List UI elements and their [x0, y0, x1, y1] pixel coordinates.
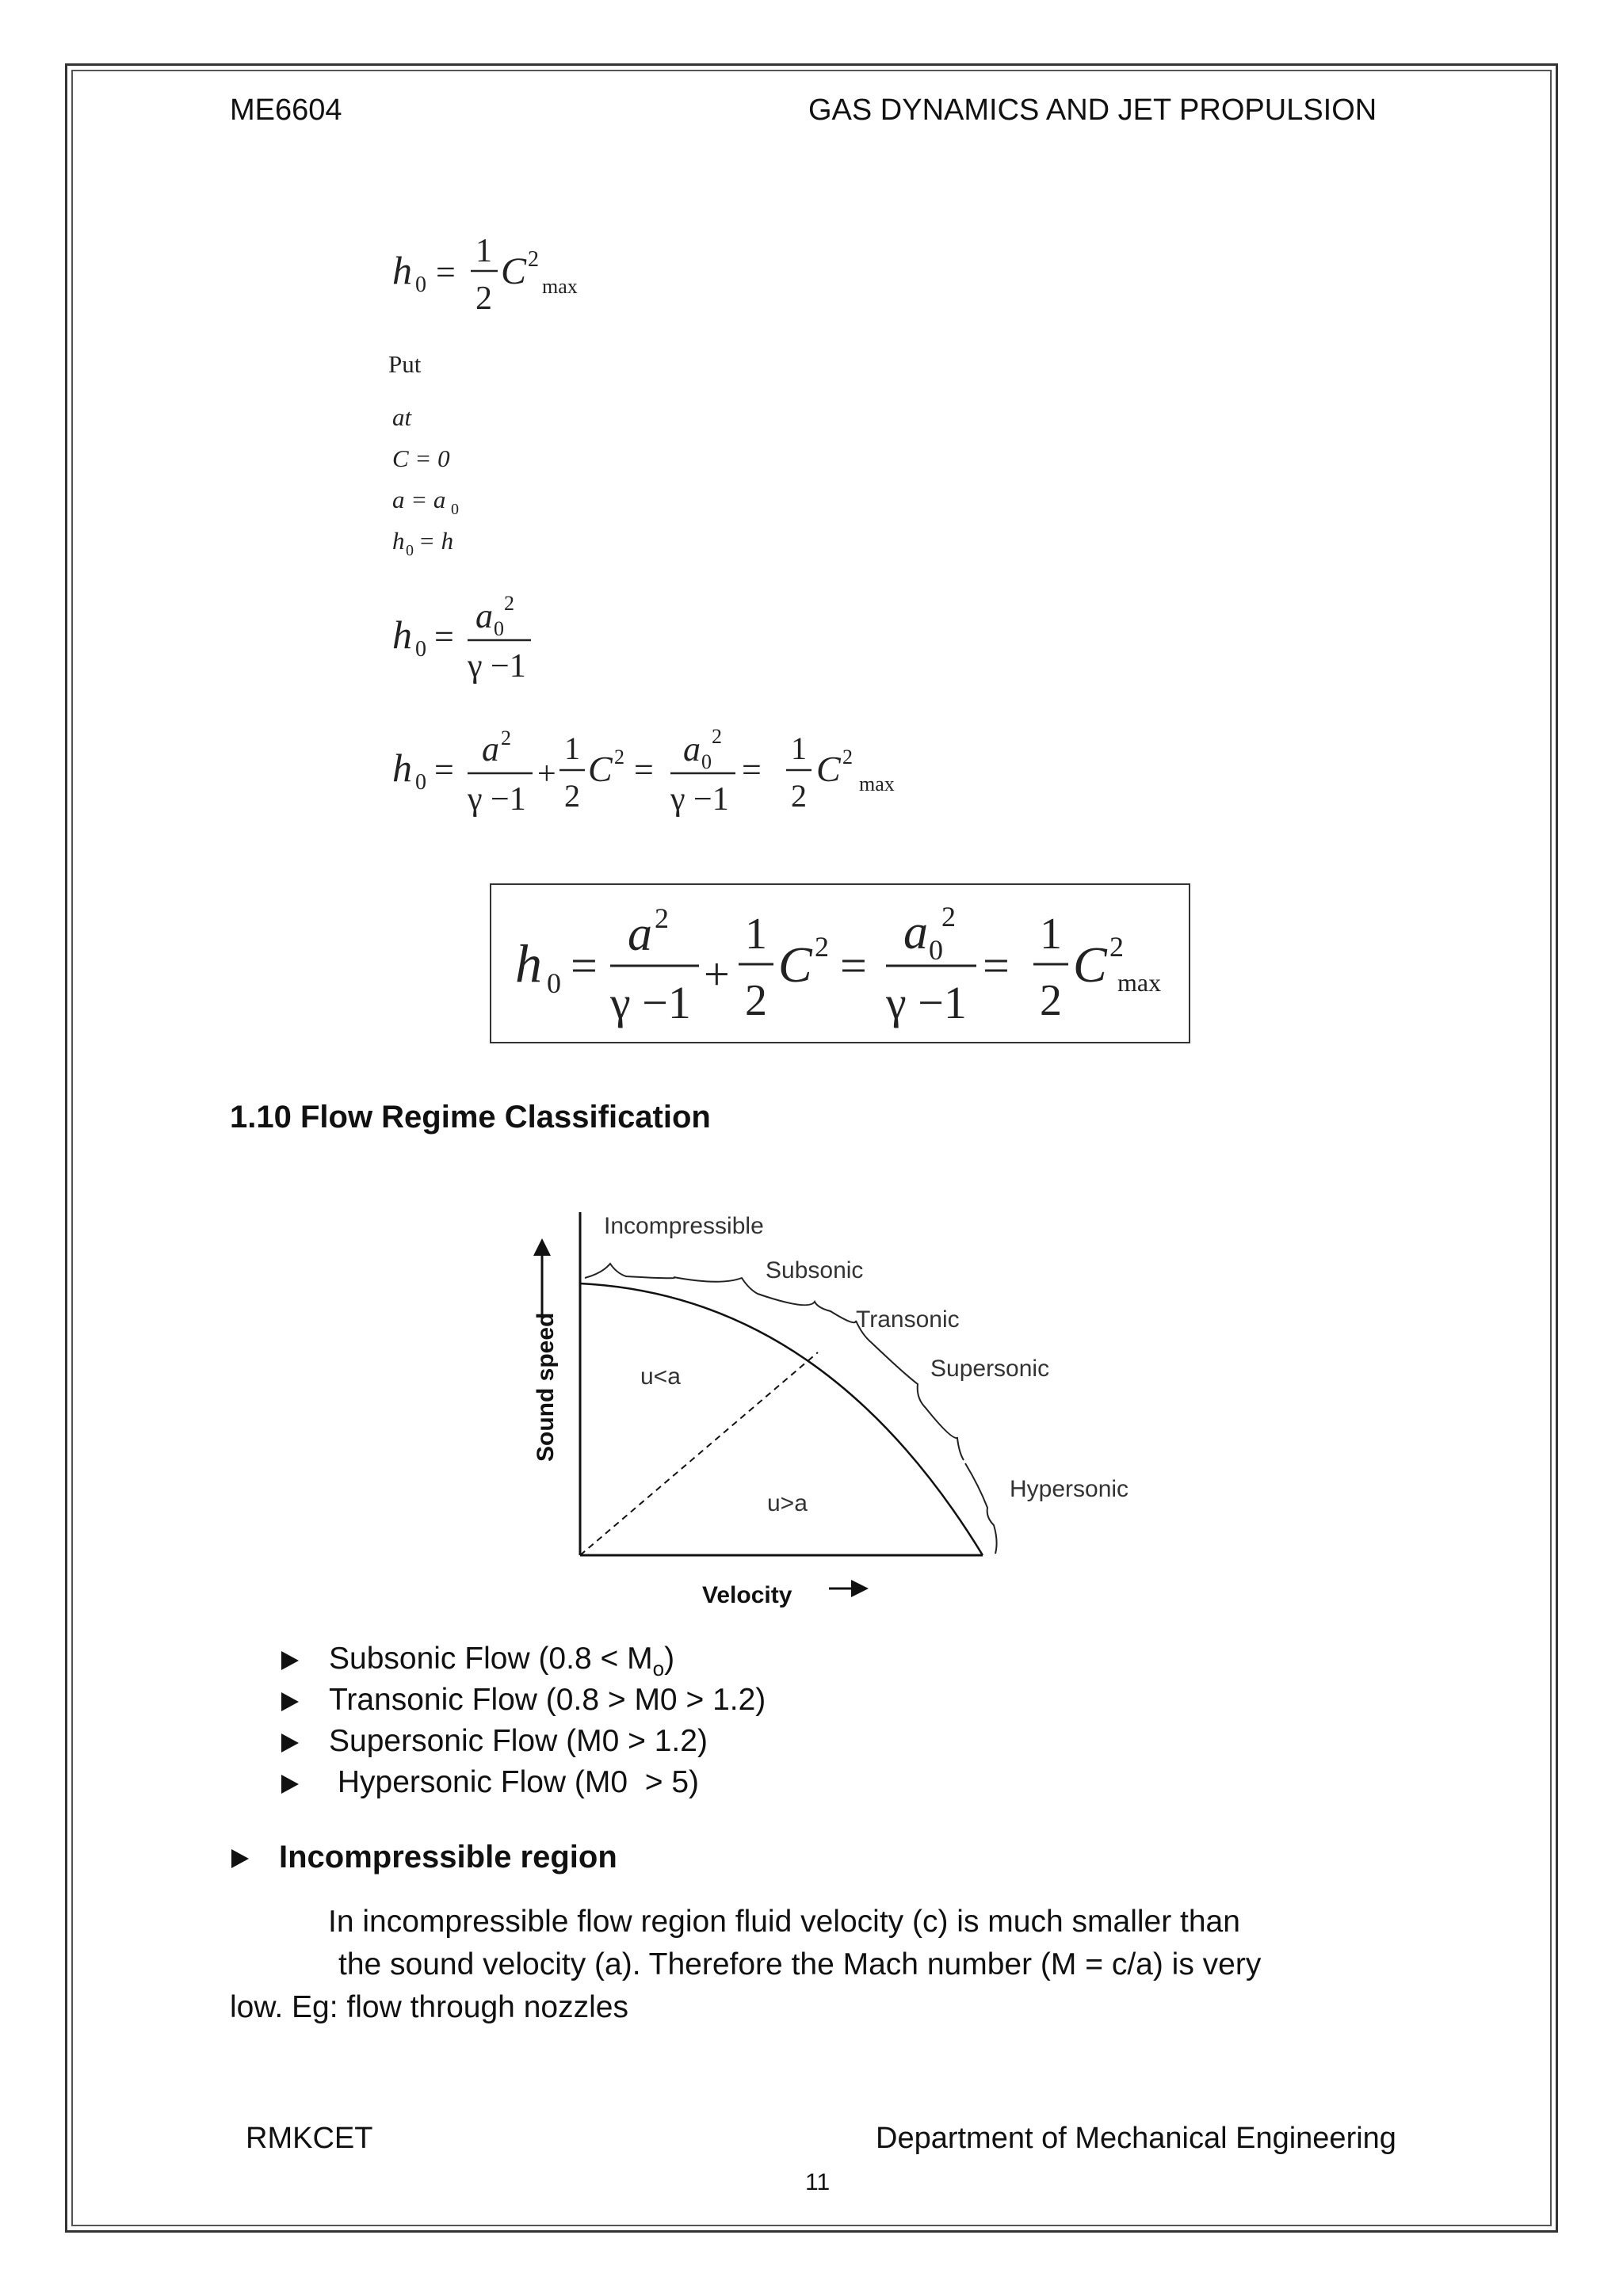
- svg-text:0: 0: [415, 770, 426, 795]
- label-u-less-a: u<a: [640, 1363, 681, 1390]
- x-axis-label: Velocity: [702, 1582, 792, 1608]
- svg-text:a: a: [482, 730, 499, 769]
- svg-text:2: 2: [528, 247, 539, 272]
- svg-text:2: 2: [1109, 931, 1124, 963]
- brace-curve: [585, 1264, 964, 1460]
- label-incompressible: Incompressible: [604, 1213, 764, 1239]
- bullet-arrow-icon: [281, 1692, 299, 1711]
- svg-text:0: 0: [929, 934, 943, 966]
- svg-text:2: 2: [614, 746, 624, 769]
- svg-text:2: 2: [504, 592, 514, 615]
- put-label: Put: [388, 350, 422, 378]
- svg-text:a: a: [475, 597, 493, 635]
- svg-text:2: 2: [791, 778, 807, 814]
- bullet-subsonic: Subsonic Flow $(0.8 < M_o)$: [281, 1642, 674, 1681]
- equation-h0-a0sq: [388, 586, 563, 689]
- y-axis-label: Sound speed: [533, 1312, 559, 1462]
- svg-text:=: =: [634, 750, 654, 789]
- boundary-conditions: [388, 400, 547, 559]
- bullet-transonic: Transonic Flow (0.8 > M0 > 1.2): [281, 1683, 766, 1718]
- svg-text:max: max: [1117, 968, 1162, 997]
- bullet-arrow-icon: [231, 1849, 249, 1868]
- svg-text:γ −1: γ −1: [468, 648, 526, 685]
- svg-text:2: 2: [1040, 976, 1062, 1025]
- footer-institution: RMKCET: [246, 2122, 373, 2155]
- svg-text:max: max: [859, 772, 895, 795]
- svg-text:1: 1: [564, 730, 580, 766]
- y-arrow-head: [533, 1238, 551, 1256]
- svg-text:+: +: [537, 756, 556, 792]
- svg-text:=: =: [571, 940, 598, 992]
- bullet-arrow-icon: [281, 1733, 299, 1753]
- bullet-supersonic: Supersonic Flow (M0 > 1.2): [281, 1724, 708, 1759]
- section-heading: 1.10 Flow Regime Classification: [230, 1100, 711, 1135]
- svg-text:C: C: [1073, 936, 1107, 993]
- svg-text:γ −1: γ −1: [610, 977, 691, 1028]
- label-subsonic: Subsonic: [766, 1257, 864, 1283]
- bullet-arrow-icon: [281, 1651, 299, 1670]
- x-arrow-head: [851, 1580, 869, 1597]
- header-course-code: ME6604: [230, 93, 342, 127]
- svg-text:0: 0: [406, 542, 414, 559]
- svg-text:2: 2: [564, 778, 580, 814]
- svg-text:2: 2: [655, 902, 669, 934]
- label-hypersonic: Hypersonic: [1010, 1476, 1129, 1502]
- svg-text:2: 2: [475, 280, 492, 317]
- svg-text:0: 0: [701, 750, 712, 773]
- condition-a-a0: a = a: [392, 486, 446, 513]
- svg-text:h: h: [515, 933, 542, 994]
- svg-text:1: 1: [791, 730, 807, 766]
- condition-at: at: [392, 403, 412, 431]
- svg-text:0: 0: [547, 967, 561, 999]
- svg-text:h: h: [392, 746, 412, 790]
- paragraph-line-2: the sound velocity (a). Therefore the Mach number (M = c/a) is very: [338, 1947, 1262, 1981]
- footer-department: Department of Mechanical Engineering: [876, 2122, 1396, 2155]
- header-course-title: GAS DYNAMICS AND JET PROPULSION: [808, 93, 1377, 127]
- svg-text:a: a: [683, 730, 701, 769]
- svg-text:+: +: [704, 948, 730, 1000]
- svg-text:1: 1: [475, 233, 492, 269]
- flow-regime-diagram: [523, 1200, 1173, 1612]
- svg-text:=: =: [434, 617, 454, 656]
- equation-h0-full: [388, 721, 927, 824]
- svg-text:=: =: [742, 750, 762, 789]
- svg-text:0: 0: [415, 637, 426, 662]
- svg-text:max: max: [542, 275, 578, 298]
- condition-c-zero: C = 0: [392, 444, 450, 472]
- svg-text:a: a: [628, 907, 652, 961]
- svg-text:2: 2: [842, 746, 853, 769]
- svg-text:=: =: [436, 253, 456, 292]
- svg-text:γ −1: γ −1: [886, 977, 967, 1028]
- sonic-diagonal: [580, 1352, 818, 1555]
- hypersonic-brace: [965, 1463, 997, 1554]
- svg-text:2: 2: [941, 901, 956, 933]
- svg-text:h: h: [392, 527, 405, 555]
- svg-text:h: h: [392, 248, 412, 292]
- condition-h0-h: = h: [418, 527, 454, 555]
- equation-h0-half-cmax: [388, 230, 610, 325]
- svg-text:C: C: [501, 250, 527, 292]
- svg-text:h: h: [392, 612, 412, 657]
- svg-text:2: 2: [815, 931, 829, 963]
- boxed-equation: [490, 883, 1190, 1043]
- svg-text:γ −1: γ −1: [670, 781, 729, 818]
- label-supersonic: Supersonic: [930, 1356, 1050, 1382]
- label-u-greater-a: u>a: [767, 1490, 808, 1516]
- svg-text:C: C: [588, 749, 613, 789]
- bullet-hypersonic: Hypersonic Flow (M0 > 5): [281, 1765, 699, 1800]
- paragraph-line-1: In incompressible flow region fluid velocity (c) is much smaller than: [328, 1905, 1240, 1939]
- svg-text:2: 2: [745, 976, 767, 1025]
- svg-text:2: 2: [712, 725, 722, 748]
- bullet-arrow-icon: [281, 1775, 299, 1794]
- paragraph-line-3: low. Eg: flow through nozzles: [230, 1990, 628, 2024]
- svg-text:1: 1: [745, 910, 767, 959]
- svg-text:2: 2: [501, 727, 511, 749]
- condition-a0-sub: 0: [451, 501, 459, 518]
- svg-text:=: =: [434, 750, 454, 789]
- svg-text:=: =: [983, 940, 1010, 992]
- label-transonic: Transonic: [856, 1306, 960, 1333]
- svg-text:0: 0: [494, 617, 504, 640]
- page-number: 11: [805, 2169, 831, 2195]
- svg-text:a: a: [903, 906, 928, 959]
- svg-text:=: =: [840, 940, 867, 992]
- svg-text:C: C: [816, 749, 841, 789]
- subsection-incompressible: Incompressible region: [231, 1840, 617, 1875]
- svg-text:1: 1: [1040, 910, 1062, 959]
- svg-text:γ −1: γ −1: [468, 781, 526, 818]
- svg-text:0: 0: [415, 273, 426, 297]
- svg-text:C: C: [778, 936, 812, 993]
